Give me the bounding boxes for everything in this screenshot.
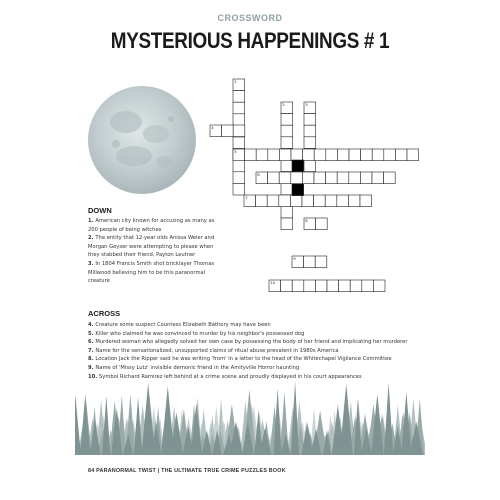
grid-cell[interactable] bbox=[304, 125, 316, 137]
grid-cell[interactable] bbox=[233, 114, 245, 126]
grid-cell[interactable] bbox=[325, 195, 337, 207]
across-clue bbox=[88, 330, 428, 339]
grid-cell[interactable] bbox=[360, 172, 372, 184]
grid-cell[interactable] bbox=[233, 172, 245, 184]
grid-cell[interactable] bbox=[303, 149, 315, 161]
grid-cell[interactable] bbox=[281, 280, 293, 292]
across-clue bbox=[88, 364, 428, 373]
grid-cell[interactable] bbox=[407, 149, 419, 161]
grid-cell[interactable] bbox=[384, 149, 396, 161]
grid-cell[interactable] bbox=[339, 280, 351, 292]
grid-cell[interactable] bbox=[327, 280, 339, 292]
across-heading: ACROSS bbox=[88, 309, 121, 318]
clue-number: 4. bbox=[88, 322, 96, 328]
grid-cell[interactable] bbox=[256, 149, 268, 161]
grid-cell[interactable] bbox=[291, 149, 303, 161]
section-kicker: CROSSWORD bbox=[217, 13, 283, 23]
grid-cell[interactable] bbox=[314, 195, 326, 207]
clue-number: 10. bbox=[88, 373, 99, 380]
grid-cell[interactable] bbox=[304, 256, 316, 268]
cell-number: 3 bbox=[305, 102, 308, 108]
grid-cell[interactable] bbox=[304, 160, 316, 172]
clue-number: 7. bbox=[88, 347, 96, 354]
grid-cell[interactable] bbox=[384, 172, 396, 184]
clue-text: American city known for accusing as many as 200 people of being witches bbox=[88, 218, 215, 233]
grid-cell[interactable] bbox=[372, 149, 384, 161]
cell-number: 5 bbox=[234, 149, 237, 155]
clue-number: 8. bbox=[88, 356, 96, 363]
grid-cell[interactable] bbox=[350, 280, 362, 292]
clue-number: 6. bbox=[88, 339, 96, 346]
clue-number: 5. bbox=[88, 330, 96, 337]
grid-cell[interactable] bbox=[233, 102, 245, 114]
grid-cell[interactable] bbox=[279, 149, 291, 161]
grid-cell[interactable] bbox=[315, 280, 327, 292]
grid-cell[interactable] bbox=[337, 149, 349, 161]
tree bbox=[75, 396, 81, 455]
grid-cell[interactable] bbox=[222, 125, 234, 137]
grid-block bbox=[292, 160, 304, 172]
grid-cell[interactable] bbox=[290, 195, 302, 207]
cell-number: 4 bbox=[211, 125, 214, 131]
grid-cell[interactable] bbox=[291, 172, 303, 184]
tree bbox=[384, 383, 393, 455]
across-clue bbox=[88, 347, 428, 356]
cell-number: 1 bbox=[234, 79, 237, 85]
clue-number: 1. bbox=[88, 218, 96, 224]
cell-number: 8 bbox=[305, 218, 308, 224]
grid-cell[interactable] bbox=[326, 172, 338, 184]
grid-block bbox=[292, 184, 304, 196]
clue-text: Murdered woman who allegedly solved her own case by possessing the body of her friend and implicating her murderer bbox=[95, 339, 408, 346]
cell-number: 9 bbox=[293, 256, 296, 262]
grid-cell[interactable] bbox=[279, 195, 291, 207]
grid-cell[interactable] bbox=[373, 280, 385, 292]
grid-cell[interactable] bbox=[281, 137, 293, 149]
down-clue bbox=[88, 217, 223, 234]
grid-cell[interactable] bbox=[281, 206, 293, 218]
clue-text: The entity that 12-year olds Anissa Weier and Morgan Geyser were attempting to please when they stabbed their friend, Payton Leutner bbox=[88, 235, 215, 259]
grid-cell[interactable] bbox=[268, 172, 280, 184]
grid-cell[interactable] bbox=[281, 160, 293, 172]
clue-text: Killer who claimed he was convinced to murder by his neighbor's possessed dog bbox=[95, 330, 305, 337]
grid-cell[interactable] bbox=[245, 149, 257, 161]
tree bbox=[80, 394, 90, 455]
grid-cell[interactable] bbox=[314, 172, 326, 184]
down-heading: DOWN bbox=[88, 206, 112, 215]
cell-number: 6 bbox=[257, 172, 260, 178]
grid-cell[interactable] bbox=[349, 149, 361, 161]
grid-cell[interactable] bbox=[316, 218, 328, 230]
forest-illustration bbox=[75, 375, 425, 455]
grid-cell[interactable] bbox=[315, 256, 327, 268]
down-clue bbox=[88, 260, 223, 286]
across-clue bbox=[88, 338, 428, 347]
grid-cell[interactable] bbox=[302, 195, 314, 207]
grid-cell[interactable] bbox=[361, 149, 373, 161]
clue-number: 2. bbox=[88, 235, 96, 242]
clue-text: Name for the sensationalized, unsupported claims of ritual abuse prevalent in 1980s America bbox=[95, 347, 339, 354]
down-clue bbox=[88, 234, 223, 260]
grid-cell[interactable] bbox=[267, 195, 279, 207]
grid-cell[interactable] bbox=[304, 114, 316, 126]
grid-cell[interactable] bbox=[233, 160, 245, 172]
clue-text: Location Jack the Ripper said he was writing 'from' in a letter to the head of the Whitechapel Vigilance Committee bbox=[95, 356, 392, 363]
grid-cell[interactable] bbox=[233, 137, 245, 149]
cell-number: 2 bbox=[282, 102, 285, 108]
grid-cell[interactable] bbox=[304, 280, 316, 292]
grid-cell[interactable] bbox=[349, 172, 361, 184]
clue-text: Creature some suspect Countess Elizabeth Báthory may have been bbox=[95, 322, 271, 328]
page-title: MYSTERIOUS HAPPENINGS # 1 bbox=[110, 28, 390, 53]
clue-text: In 1804 Francis Smith shot bricklayer Thomas Millwood believing him to be this paranormal creature bbox=[88, 260, 215, 285]
grid-cell[interactable] bbox=[233, 183, 245, 195]
grid-cell[interactable] bbox=[233, 91, 245, 103]
grid-cell[interactable] bbox=[326, 149, 338, 161]
across-clue bbox=[88, 321, 428, 330]
across-clue-list bbox=[88, 321, 428, 381]
cell-number: 10 bbox=[270, 280, 276, 286]
grid-cell[interactable] bbox=[302, 172, 314, 184]
grid-cell[interactable] bbox=[281, 218, 293, 230]
clue-number: 9. bbox=[88, 364, 96, 371]
grid-cell[interactable] bbox=[292, 280, 304, 292]
grid-cell[interactable] bbox=[348, 195, 360, 207]
grid-cell[interactable] bbox=[362, 280, 374, 292]
clue-number: 3. bbox=[88, 260, 96, 267]
grid-cell[interactable] bbox=[281, 125, 293, 137]
grid-cell[interactable] bbox=[281, 114, 293, 126]
cell-number: 7 bbox=[245, 195, 248, 201]
grid-cell[interactable] bbox=[268, 149, 280, 161]
clue-text: Name of 'Missy Lutz' invisible demonic friend in the Amityville Horror haunting bbox=[95, 364, 300, 371]
grid-cell[interactable] bbox=[314, 149, 326, 161]
grid-cell[interactable] bbox=[233, 125, 245, 137]
grid-cell[interactable] bbox=[256, 195, 268, 207]
grid-cell[interactable] bbox=[372, 172, 384, 184]
page-footer: 84 PARANORMAL TWIST | THE ULTIMATE TRUE CRIME PUZZLES BOOK bbox=[88, 468, 286, 474]
grid-cell[interactable] bbox=[360, 195, 372, 207]
clue-text: Symbol Richard Ramirez left behind at a crime scene and proudly displayed in his court appearances bbox=[99, 373, 362, 380]
grid-cell[interactable] bbox=[279, 172, 291, 184]
grid-cell[interactable] bbox=[304, 137, 316, 149]
grid-cell[interactable] bbox=[395, 149, 407, 161]
grid-cell[interactable] bbox=[337, 172, 349, 184]
down-clue-list bbox=[88, 217, 223, 286]
grid-cell[interactable] bbox=[337, 195, 349, 207]
grid-cell[interactable] bbox=[281, 183, 293, 195]
across-clue bbox=[88, 355, 428, 364]
